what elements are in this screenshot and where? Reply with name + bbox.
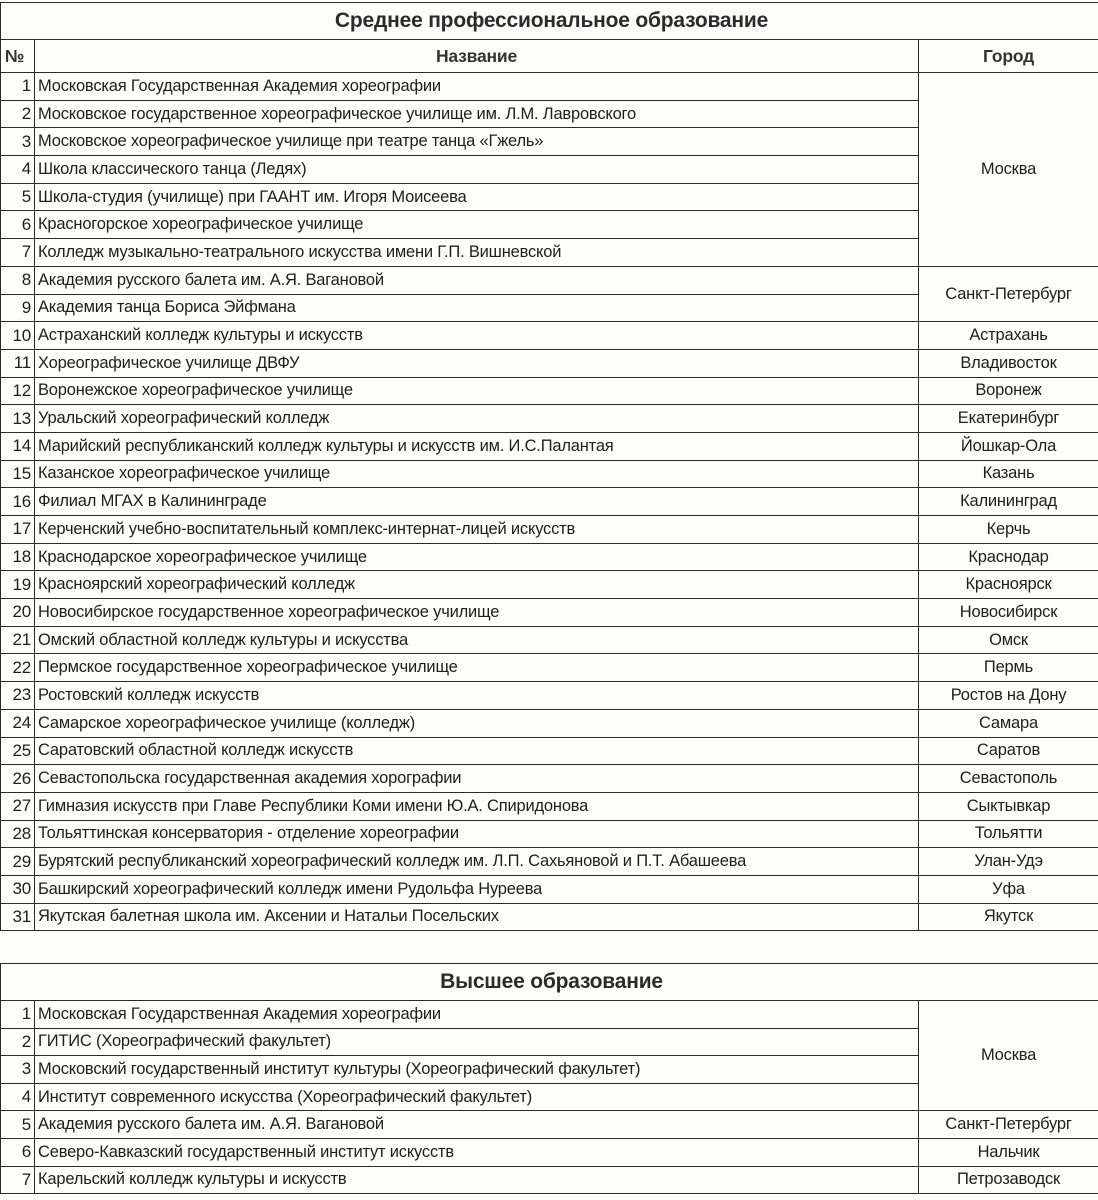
table-title-text: Среднее профессиональное образование [334, 9, 769, 32]
institution-name: Самарское хореографическое училище (колледж) [35, 709, 919, 737]
higher-education-table [0, 963, 1098, 1194]
city-cell: Москва [919, 1001, 1098, 1111]
city-cell: Ростов на Дону [919, 682, 1098, 710]
table-row [1, 1138, 1098, 1166]
table-row [1, 543, 1098, 571]
row-number: 5 [1, 183, 35, 211]
row-number: 8 [1, 266, 35, 294]
row-number: 29 [1, 848, 35, 876]
table-row [1, 875, 1098, 903]
row-number: 7 [1, 1166, 35, 1194]
row-number: 6 [1, 211, 35, 239]
table-row [1, 405, 1098, 433]
institution-name: Башкирский хореографический колледж имени Рудольфа Нуреева [35, 875, 919, 903]
city-cell: Краснодар [919, 543, 1098, 571]
row-number: 22 [1, 654, 35, 682]
city-cell: Омск [919, 626, 1098, 654]
row-number: 2 [1, 1028, 35, 1056]
row-number: 21 [1, 626, 35, 654]
institution-name: Омский областной колледж культуры и искусства [35, 626, 919, 654]
row-number: 4 [1, 1083, 35, 1111]
table-title-text: Высшее образование [440, 970, 663, 993]
city-cell: Уфа [919, 875, 1098, 903]
table-row [1, 571, 1098, 599]
table-row [1, 1111, 1098, 1139]
city-cell: Керчь [919, 516, 1098, 544]
city-cell: Сыктывкар [919, 792, 1098, 820]
row-number: 14 [1, 432, 35, 460]
institution-name: Краснодарское хореографическое училище [35, 543, 919, 571]
table-row [1, 516, 1098, 544]
institution-name: Пермское государственное хореографическое училище [35, 654, 919, 682]
column-header-number: № [1, 40, 35, 73]
institution-name: Колледж музыкально-театрального искусства имени Г.П. Вишневской [35, 239, 919, 267]
column-header-name: Название [35, 40, 919, 73]
city-cell: Саратов [919, 737, 1098, 765]
row-number: 30 [1, 875, 35, 903]
row-number: 18 [1, 543, 35, 571]
row-number: 24 [1, 709, 35, 737]
row-number: 26 [1, 765, 35, 793]
table-title [1, 964, 1098, 1001]
institution-name: Институт современного искусства (Хореографический факультет) [35, 1083, 919, 1111]
table-row [1, 654, 1098, 682]
row-number: 9 [1, 294, 35, 322]
row-number: 4 [1, 156, 35, 184]
row-number: 25 [1, 737, 35, 765]
institution-name: Московское государственное хореографическое училище им. Л.М. Лавровского [35, 100, 919, 128]
city-cell: Москва [919, 73, 1098, 267]
institution-name: Московское хореографическое училище при театре танца «Гжель» [35, 128, 919, 156]
table-body [1, 73, 1098, 931]
row-number: 31 [1, 903, 35, 931]
institution-name: Академия танца Бориса Эйфмана [35, 294, 919, 322]
city-cell: Пермь [919, 654, 1098, 682]
row-number: 1 [1, 1001, 35, 1029]
city-cell: Севастополь [919, 765, 1098, 793]
table-row [1, 460, 1098, 488]
institution-name: Академия русского балета им. А.Я. Вагановой [35, 266, 919, 294]
city-cell: Петрозаводск [919, 1166, 1098, 1194]
institution-name: Филиал МГАХ в Калининграде [35, 488, 919, 516]
table-title [1, 3, 1098, 40]
table-row [1, 432, 1098, 460]
institution-name: Красноярский хореографический колледж [35, 571, 919, 599]
row-number: 2 [1, 100, 35, 128]
institution-name: ГИТИС (Хореографический факультет) [35, 1028, 919, 1056]
city-cell: Якутск [919, 903, 1098, 931]
row-number: 15 [1, 460, 35, 488]
institution-name: Марийский республиканский колледж культуры и искусств им. И.С.Палантая [35, 432, 919, 460]
row-number: 13 [1, 405, 35, 433]
city-cell: Владивосток [919, 349, 1098, 377]
table-title-row [1, 3, 1098, 40]
table-row [1, 765, 1098, 793]
city-cell: Красноярск [919, 571, 1098, 599]
table-row [1, 73, 1098, 101]
city-cell: Воронеж [919, 377, 1098, 405]
city-cell: Новосибирск [919, 599, 1098, 627]
row-number: 20 [1, 599, 35, 627]
table-row [1, 322, 1098, 350]
institution-name: Севастопольска государственная академия хорографии [35, 765, 919, 793]
table-row [1, 626, 1098, 654]
table-row [1, 266, 1098, 294]
table-row [1, 1001, 1098, 1029]
institution-name: Якутская балетная школа им. Аксении и Натальи Посельских [35, 903, 919, 931]
institution-name: Саратовский областной колледж искусств [35, 737, 919, 765]
row-number: 12 [1, 377, 35, 405]
city-cell: Тольятти [919, 820, 1098, 848]
row-number: 3 [1, 1056, 35, 1084]
column-header-city: Город [919, 40, 1098, 73]
row-number: 5 [1, 1111, 35, 1139]
table-row [1, 682, 1098, 710]
row-number: 19 [1, 571, 35, 599]
table-row [1, 709, 1098, 737]
row-number: 11 [1, 349, 35, 377]
table-row [1, 820, 1098, 848]
row-number: 27 [1, 792, 35, 820]
city-cell: Йошкар-Ола [919, 432, 1098, 460]
institution-name: Карельский колледж культуры и искусств [35, 1166, 919, 1194]
institution-name: Московский государственный институт культуры (Хореографический факультет) [35, 1056, 919, 1084]
table-row [1, 1166, 1098, 1194]
row-number: 7 [1, 239, 35, 267]
city-cell: Санкт-Петербург [919, 1111, 1098, 1139]
table-row [1, 488, 1098, 516]
institution-name: Московская Государственная Академия хореографии [35, 1001, 919, 1029]
institution-name: Уральский хореографический колледж [35, 405, 919, 433]
table-row [1, 349, 1098, 377]
secondary-education-table [0, 2, 1098, 931]
institution-name: Хореографическое училище ДВФУ [35, 349, 919, 377]
table-row [1, 792, 1098, 820]
row-number: 1 [1, 73, 35, 101]
institution-name: Астраханский колледж культуры и искусств [35, 322, 919, 350]
table-body [1, 1001, 1098, 1194]
row-number: 28 [1, 820, 35, 848]
institution-name: Московская Государственная Академия хореографии [35, 73, 919, 101]
institution-name: Тольяттинская консерватория - отделение хореографии [35, 820, 919, 848]
city-cell: Калининград [919, 488, 1098, 516]
row-number: 17 [1, 516, 35, 544]
row-number: 16 [1, 488, 35, 516]
city-cell: Самара [919, 709, 1098, 737]
institution-name: Керченский учебно-воспитательный комплекс-интернат-лицей искусств [35, 516, 919, 544]
table-row [1, 599, 1098, 627]
institution-name: Новосибирское государственное хореографическое училище [35, 599, 919, 627]
row-number: 23 [1, 682, 35, 710]
institution-name: Красногорское хореографическое училище [35, 211, 919, 239]
city-cell: Екатеринбург [919, 405, 1098, 433]
institution-name: Казанское хореографическое училище [35, 460, 919, 488]
city-cell: Астрахань [919, 322, 1098, 350]
institution-name: Бурятский республиканский хореографический колледж им. Л.П. Сахьяновой и П.Т. Абашеева [35, 848, 919, 876]
institution-name: Школа-студия (училище) при ГААНТ им. Игоря Моисеева [35, 183, 919, 211]
city-cell: Санкт-Петербург [919, 266, 1098, 321]
row-number: 3 [1, 128, 35, 156]
institution-name: Северо-Кавказский государственный институт искусств [35, 1138, 919, 1166]
institution-name: Ростовский колледж искусств [35, 682, 919, 710]
table-row [1, 737, 1098, 765]
row-number: 10 [1, 322, 35, 350]
table-title-row [1, 964, 1098, 1001]
city-cell: Улан-Удэ [919, 848, 1098, 876]
table-row [1, 903, 1098, 931]
table-row [1, 377, 1098, 405]
row-number: 6 [1, 1138, 35, 1166]
table-row [1, 848, 1098, 876]
city-cell: Казань [919, 460, 1098, 488]
institution-name: Воронежское хореографическое училище [35, 377, 919, 405]
institution-name: Гимназия искусств при Главе Республики Коми имени Ю.А. Спиридонова [35, 792, 919, 820]
institution-name: Академия русского балета им. А.Я. Вагановой [35, 1111, 919, 1139]
table-header-row [1, 40, 1098, 73]
institution-name: Школа классического танца (Ледях) [35, 156, 919, 184]
city-cell: Нальчик [919, 1138, 1098, 1166]
